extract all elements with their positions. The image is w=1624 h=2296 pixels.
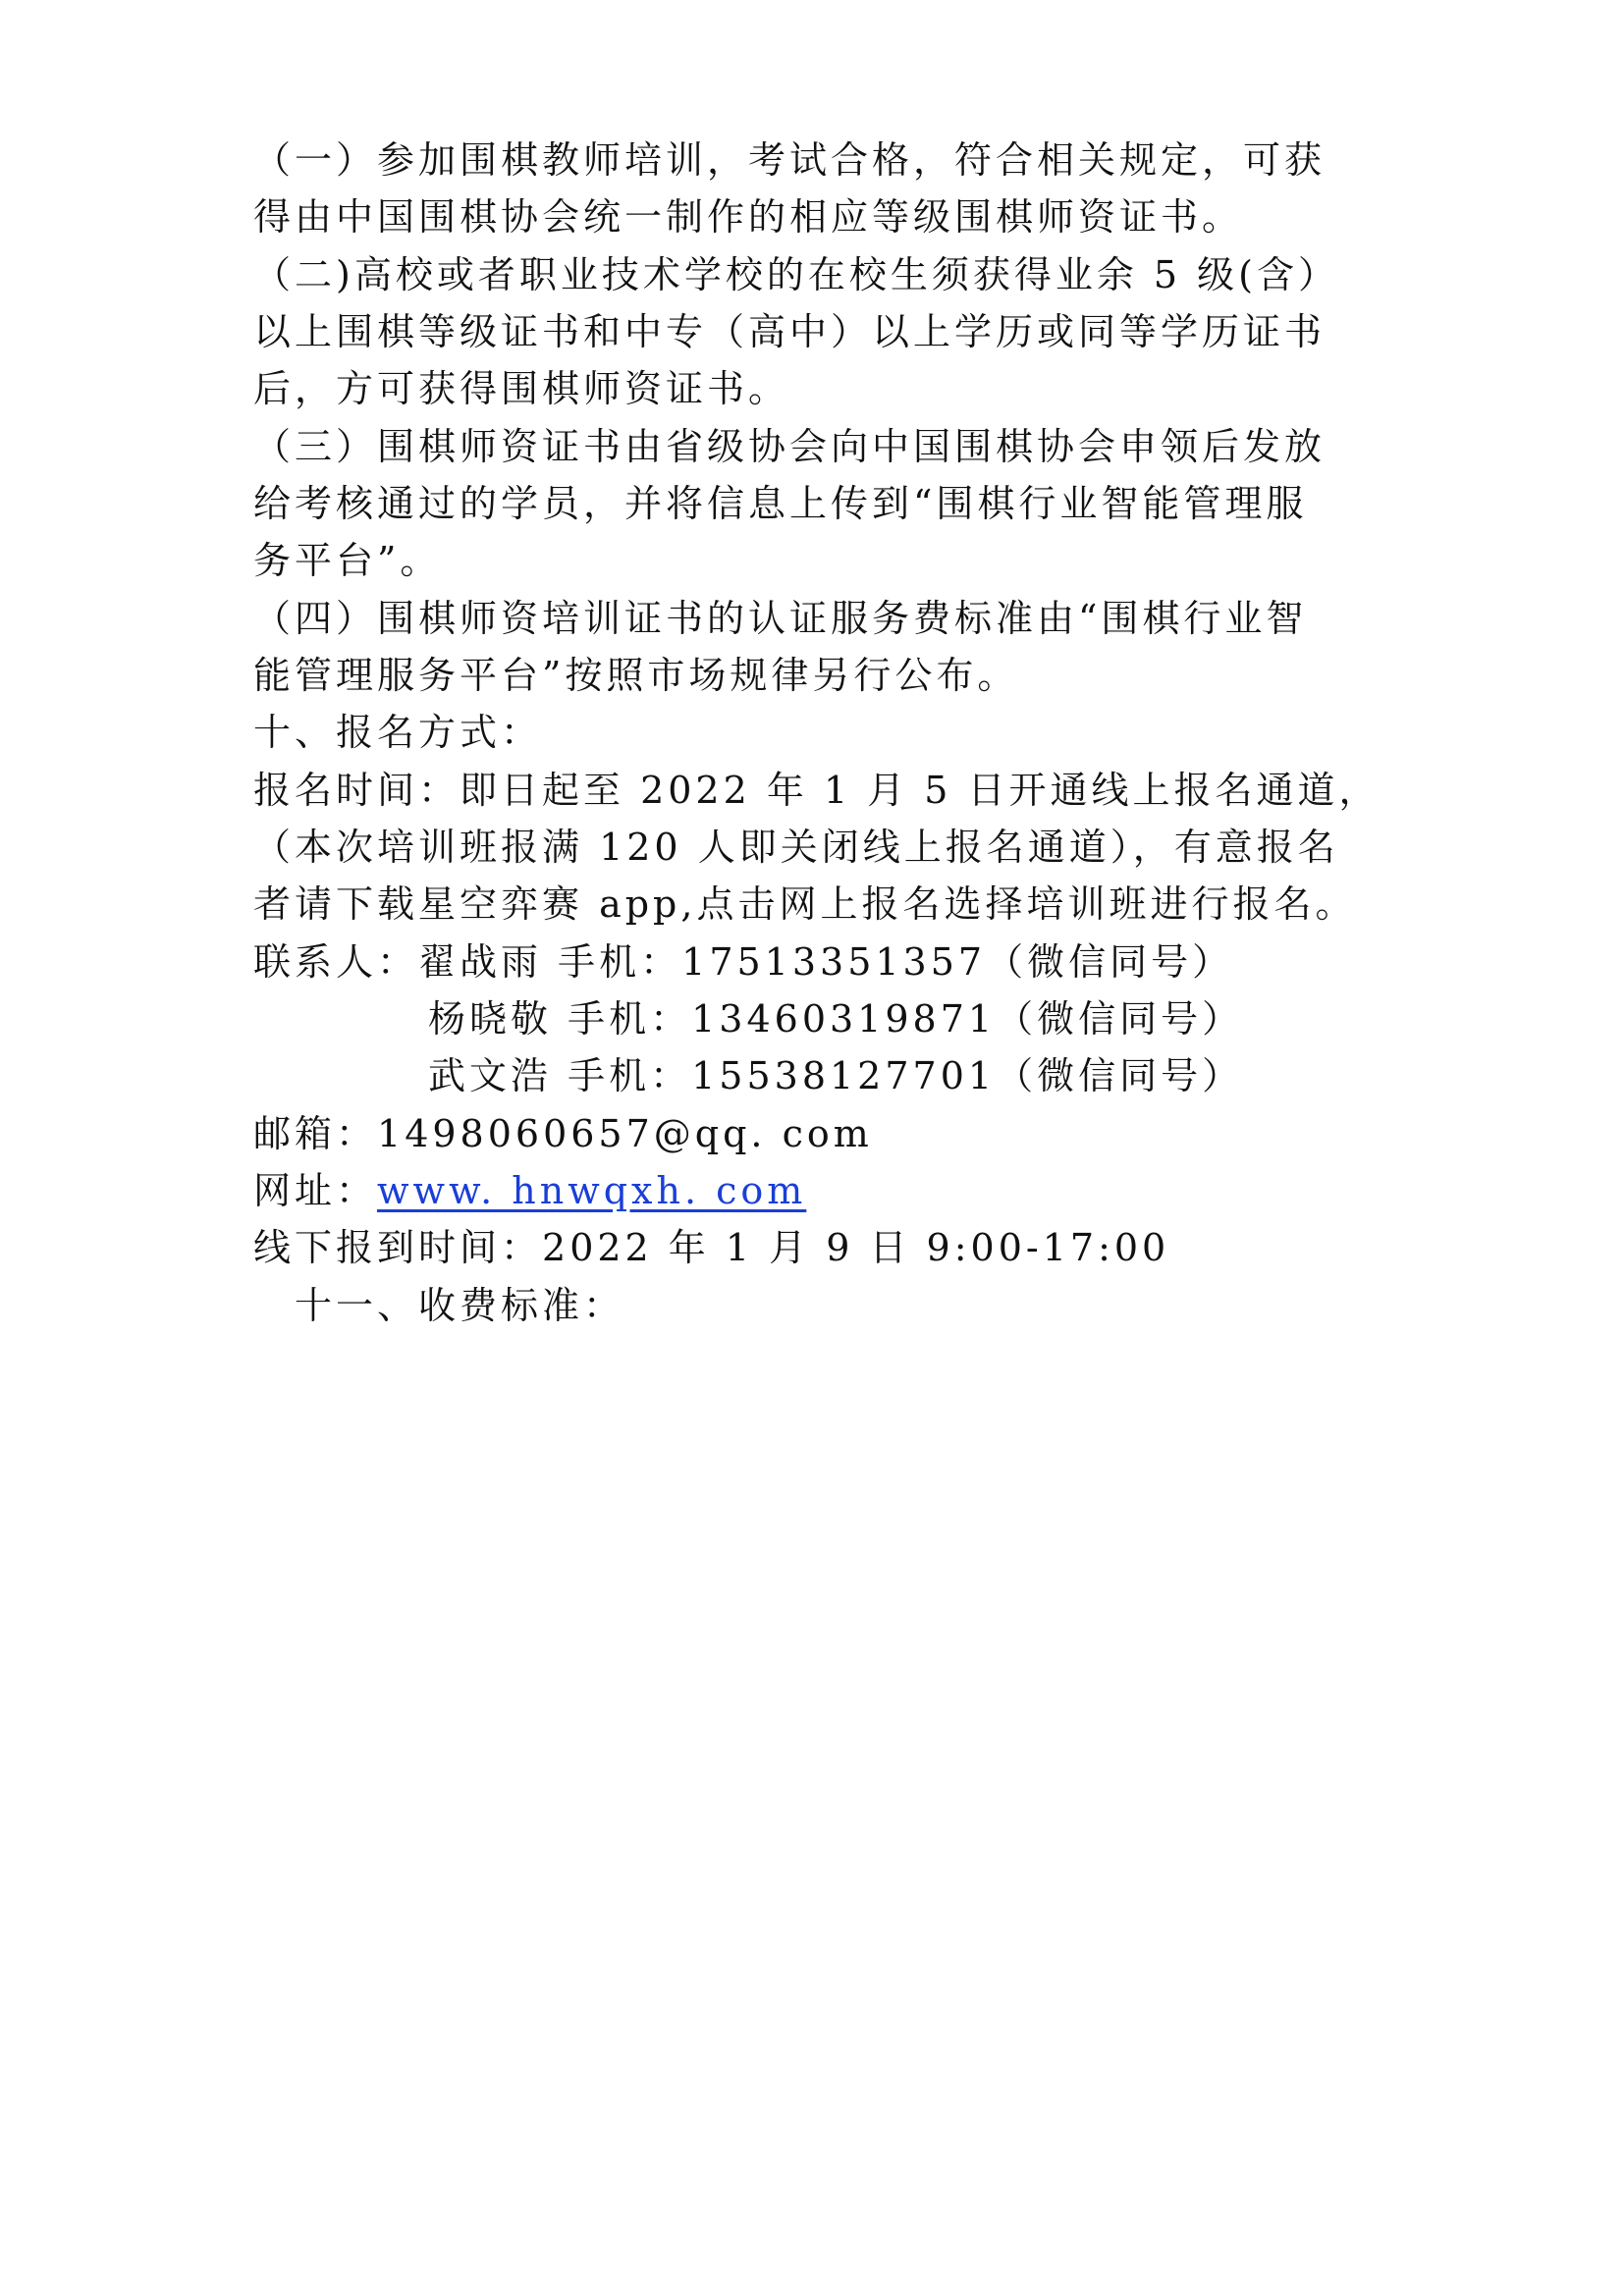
contact-name: 武文浩 (428, 1054, 553, 1097)
contact-name: 杨晓敬 (428, 997, 553, 1041)
contact-row-1 (253, 937, 1392, 987)
item-1-line-2: 得由中国围棋协会统一制作的相应等级围棋师资证书。 (253, 195, 1244, 239)
wechat-note: （微信同号） (996, 1054, 1244, 1097)
offline-checkin-row (253, 1223, 1392, 1272)
phone-label: 手机： (558, 940, 682, 984)
phone-number: 17513351357 (681, 940, 987, 984)
item-2-line-1: （二)高校或者职业技术学校的在校生须获得业余 5 级(含） (253, 253, 1339, 296)
website-link[interactable]: www. hnwqxh. com (377, 1169, 807, 1212)
email-row (253, 1109, 1392, 1158)
item-2-line-3: 后，方可获得围棋师资证书。 (253, 367, 790, 410)
item-4-line-1: （四）围棋师资培训证书的认证服务费标准由“围棋行业智 (253, 597, 1308, 640)
item-3-line-1: （三）围棋师资证书由省级协会向中国围棋协会申领后发放 (253, 425, 1326, 468)
email-label: 邮箱： (253, 1112, 378, 1155)
website-label: 网址： (253, 1169, 378, 1212)
item-1-line-1: （一）参加围棋教师培训，考试合格，符合相关规定，可获 (253, 138, 1326, 182)
offline-label: 线下报到时间： (253, 1226, 543, 1269)
wechat-note: （微信同号） (986, 940, 1234, 984)
contact-row-2 (428, 994, 1567, 1043)
registration-time-line-1: 报名时间：即日起至 2022 年 1 月 5 日开通线上报名通道， (253, 769, 1380, 812)
item-4-line-2: 能管理服务平台”按照市场规律另行公布。 (253, 654, 1019, 697)
wechat-note: （微信同号） (996, 997, 1244, 1041)
phone-label: 手机： (568, 1054, 692, 1097)
item-3-line-3: 务平台”。 (253, 539, 442, 582)
item-3-line-2: 给考核通过的学员，并将信息上传到“围棋行业智能管理服 (253, 482, 1308, 525)
email-address: 1498060657@qq. com (377, 1112, 873, 1155)
section-11-heading: 十一、收费标准： (295, 1284, 625, 1327)
phone-label: 手机： (568, 997, 692, 1041)
phone-number: 15538127701 (691, 1054, 997, 1097)
offline-time: 2022 年 1 月 9 日 9:00-17:00 (542, 1226, 1170, 1269)
contact-name: 翟战雨 (418, 940, 543, 984)
item-2-line-2: 以上围棋等级证书和中专（高中）以上学历或同等学历证书 (253, 310, 1326, 353)
website-row (253, 1166, 1392, 1215)
registration-time-line-2: （本次培训班报满 120 人即关闭线上报名通道），有意报名 (253, 826, 1339, 869)
registration-time-line-3: 者请下载星空弈赛 app,点击网上报名选择培训班进行报名。 (253, 882, 1357, 926)
contact-row-3 (428, 1051, 1567, 1100)
section-10-heading: 十、报名方式： (253, 711, 543, 754)
contact-label: 联系人： (253, 940, 419, 984)
phone-number: 13460319871 (691, 997, 997, 1041)
